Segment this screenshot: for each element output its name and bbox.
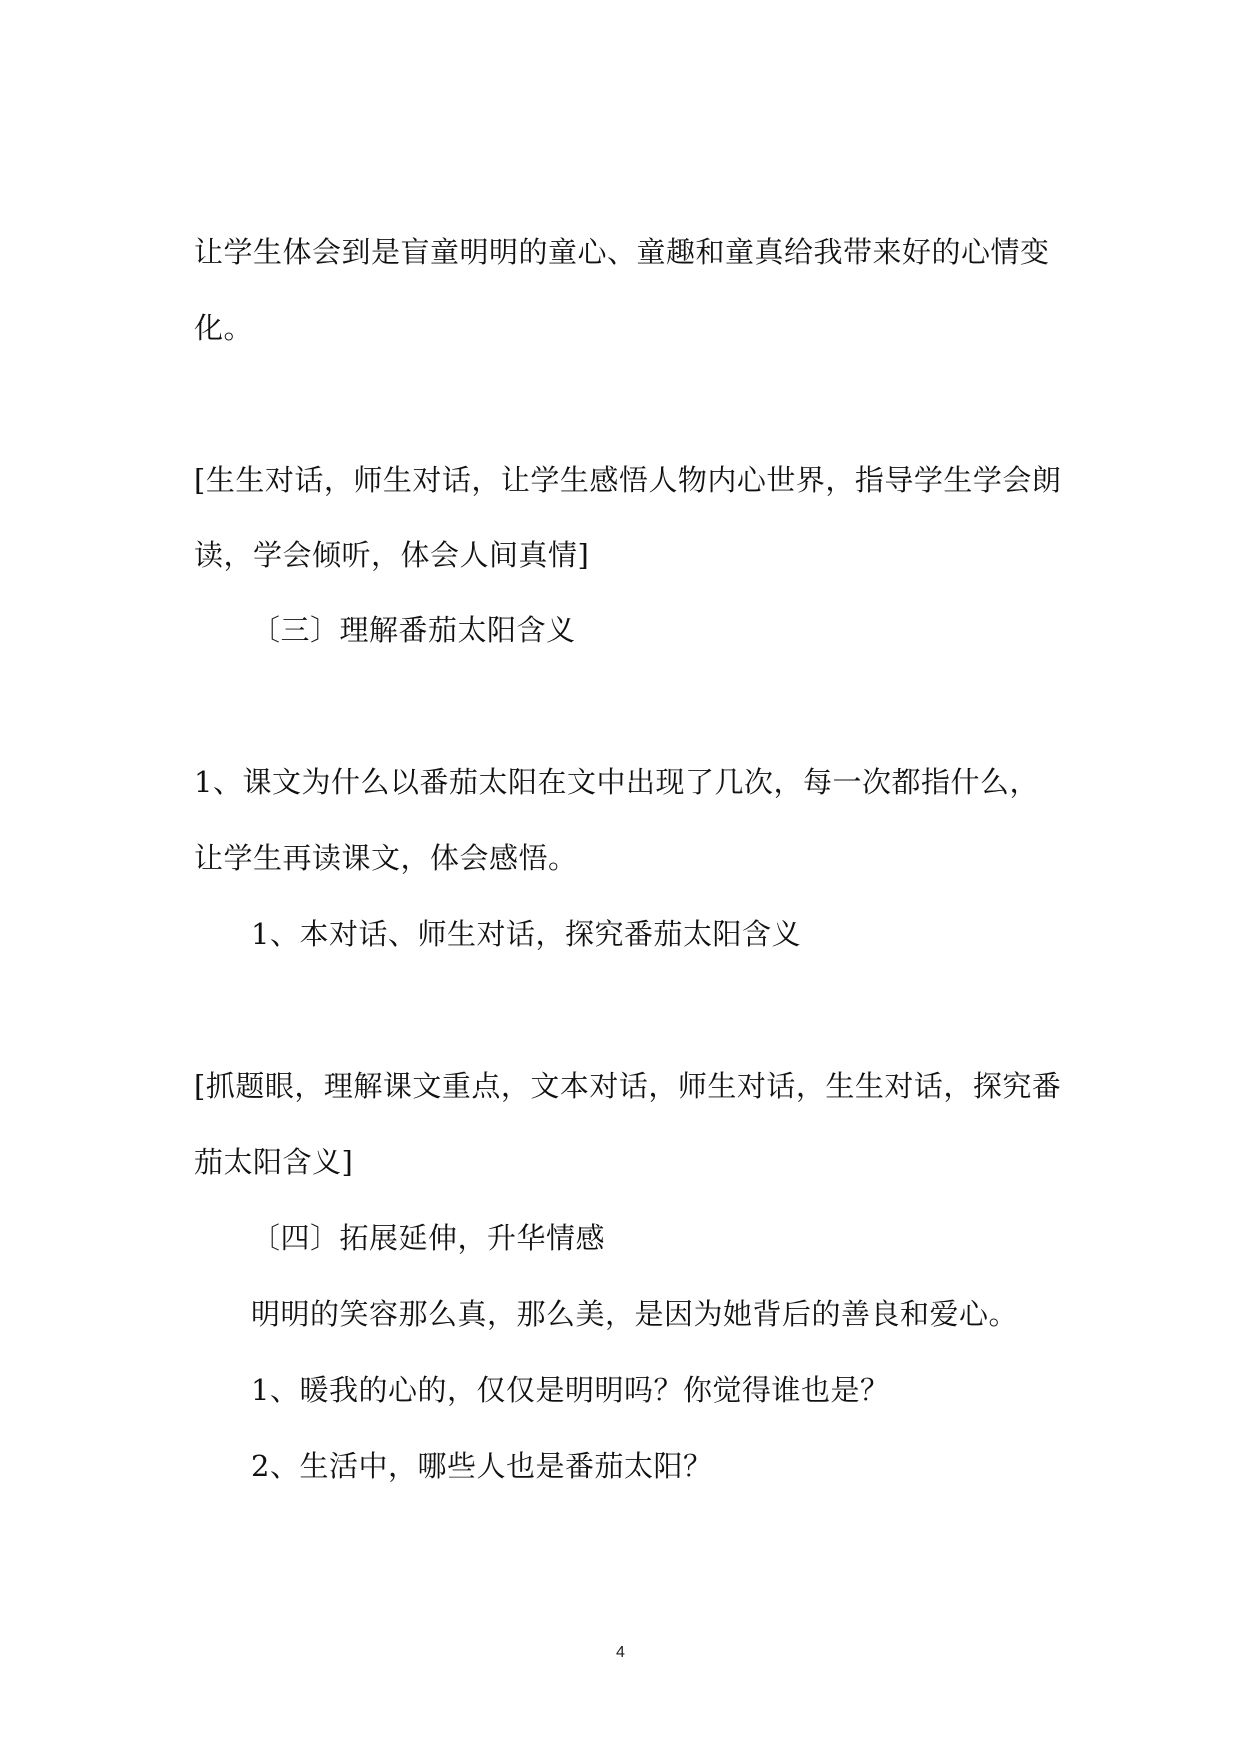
teaching-note-line: 读，学会倾听，体会人间真情] <box>194 538 590 572</box>
body-text-line: 化。 <box>194 311 254 345</box>
question-line: 1、课文为什么以番茄太阳在文中出现了几次，每一次都指什么， <box>194 765 1039 799</box>
body-text-line: 让学生体会到是盲童明明的童心、童趣和童真给我带来好的心情变 <box>194 235 1050 269</box>
teaching-note-line: [生生对话，师生对话，让学生感悟人物内心世界，指导学生学会朗 <box>194 463 1062 497</box>
section-heading: 〔三〕理解番茄太阳含义 <box>251 613 576 647</box>
body-text-line: 让学生再读课文，体会感悟。 <box>194 841 578 875</box>
teaching-note-line: [抓题眼，理解课文重点，文本对话，师生对话，生生对话，探究番 <box>194 1069 1062 1103</box>
question-item: 1、暖我的心的，仅仅是明明吗？你觉得谁也是？ <box>251 1373 890 1407</box>
question-item: 2、生活中，哪些人也是番茄太阳？ <box>251 1449 713 1483</box>
list-item: 1、本对话、师生对话，探究番茄太阳含义 <box>251 917 801 951</box>
section-heading: 〔四〕拓展延伸，升华情感 <box>251 1221 606 1255</box>
teaching-note-line: 茄太阳含义] <box>194 1145 354 1179</box>
body-text-line: 明明的笑容那么真，那么美，是因为她背后的善良和爱心。 <box>251 1297 1019 1331</box>
page-number: 4 <box>616 1644 625 1661</box>
